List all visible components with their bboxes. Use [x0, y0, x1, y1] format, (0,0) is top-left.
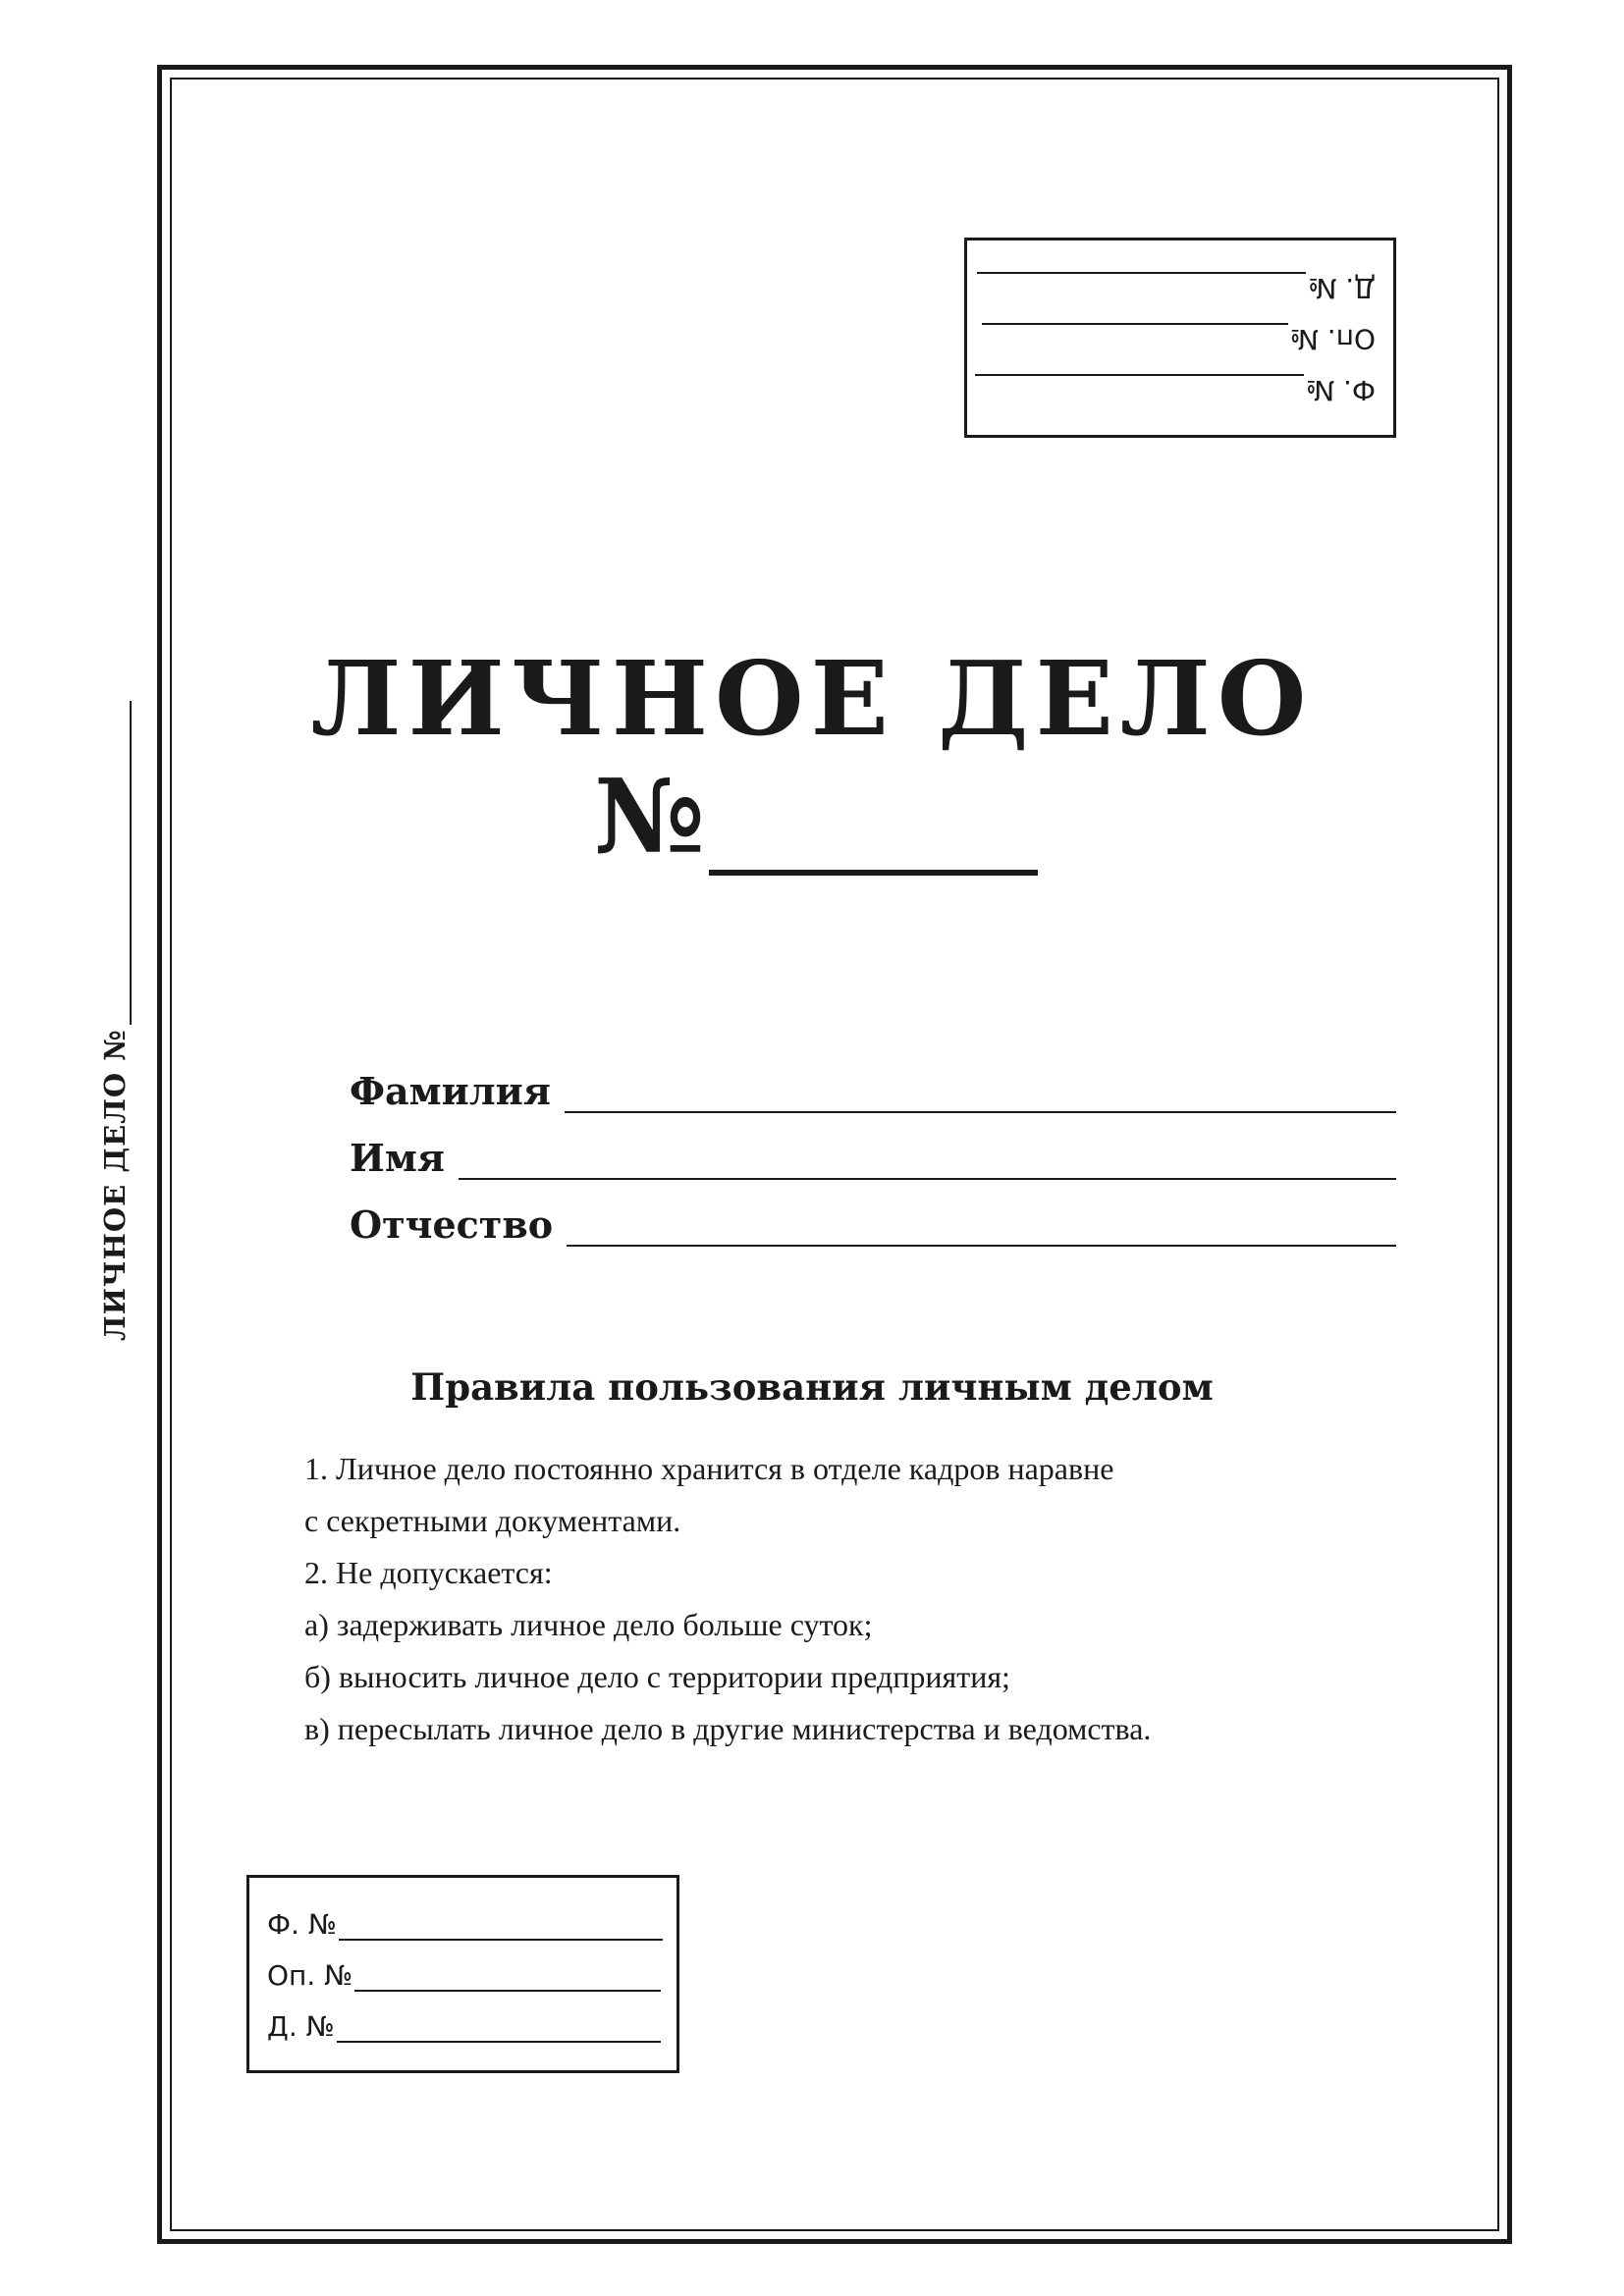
patronymic-line[interactable]	[567, 1211, 1396, 1247]
archive-label-opis: Оп. №	[1289, 323, 1376, 355]
archive-label-fond: Ф. №	[267, 1908, 338, 1941]
rules-title: Правила пользования личным делом	[410, 1365, 1214, 1409]
name-line[interactable]	[459, 1145, 1396, 1180]
patronymic-label: Отчество	[350, 1202, 554, 1247]
case-number	[594, 758, 1038, 876]
archive-row-opis	[985, 323, 1376, 374]
rule-line: в) пересылать личное дело в другие министерства и ведомства.	[304, 1711, 1152, 1746]
archive-row-delo	[267, 1992, 659, 2043]
archive-box-top	[964, 238, 1396, 438]
archive-box-bottom	[246, 1875, 679, 2073]
archive-row-delo	[985, 272, 1376, 323]
archive-line-opis[interactable]	[982, 323, 1288, 350]
archive-label-delo: Д. №	[267, 2010, 335, 2043]
rules-list	[304, 1443, 1404, 1755]
archive-label-fond: Ф. №	[1305, 374, 1376, 406]
surname-line[interactable]	[565, 1078, 1396, 1113]
case-number-line[interactable]	[709, 772, 1038, 876]
archive-row-opis	[267, 1941, 659, 1992]
surname-field	[350, 1070, 1396, 1113]
page-title: ЛИЧНОЕ ДЕЛО	[310, 638, 1314, 759]
archive-line-delo[interactable]	[337, 2015, 661, 2043]
name-field	[350, 1137, 1396, 1180]
spine-text: ЛИЧНОЕ ДЕЛО №	[98, 1029, 132, 1341]
archive-row-fond	[267, 1890, 659, 1941]
rule-line: с секретными документами.	[304, 1503, 681, 1538]
archive-line-opis[interactable]	[354, 1964, 661, 1992]
archive-row-fond	[985, 374, 1376, 425]
archive-line-fond[interactable]	[339, 1913, 663, 1941]
rule-line: 1. Личное дело постоянно хранится в отделе кадров наравне	[304, 1451, 1114, 1486]
archive-line-delo[interactable]	[977, 272, 1306, 299]
name-label: Имя	[350, 1136, 445, 1180]
archive-label-opis: Оп. №	[267, 1959, 353, 1992]
archive-label-delo: Д. №	[1308, 272, 1376, 304]
number-sign: №	[594, 756, 706, 877]
patronymic-field	[350, 1203, 1396, 1247]
rule-line: б) выносить личное дело с территории предприятия;	[304, 1659, 1010, 1694]
archive-line-fond[interactable]	[975, 374, 1304, 401]
rule-line: а) задерживать личное дело больше суток;	[304, 1607, 873, 1642]
rule-line: 2. Не допускается:	[304, 1555, 553, 1590]
surname-label: Фамилия	[350, 1069, 551, 1113]
